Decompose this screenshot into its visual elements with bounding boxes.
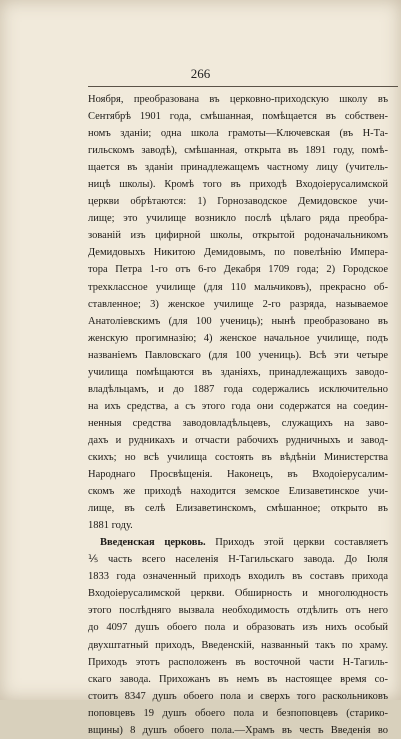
line-text: зованій изъ цифирной школы, открытой родоначальникомъ: [88, 230, 388, 242]
text-line: [88, 483, 388, 500]
text-line: [88, 176, 388, 193]
text-line: [88, 551, 388, 568]
text-line: [88, 534, 388, 551]
text-line: [88, 347, 388, 364]
line-text: названіемъ Павловскаго (для 100 учениць). Всѣ эти четыре: [88, 349, 388, 361]
text-line: [88, 142, 388, 159]
line-text: этого послѣдняго вызвала необходимость отдѣлить отъ него: [88, 605, 388, 617]
text-line: [88, 193, 388, 210]
line-text: Ноября, преобразована въ церковно-приходскую школу въ: [88, 94, 388, 105]
line-text: Входоіерусалимской церкви. Обширность и многолюдность: [88, 588, 388, 600]
line-text: щается въ зданіи принадлежащемъ частному лицу (учитель-: [88, 162, 388, 174]
page-number: 266: [190, 66, 211, 81]
text-line: [88, 398, 388, 415]
text-line: [88, 722, 388, 739]
line-text: 1881 году.: [88, 520, 133, 532]
text-line: [88, 210, 388, 227]
text-line: [88, 261, 388, 278]
line-text: стоитъ 8347 душъ обоего пола и сверхъ того раскольниковъ: [88, 690, 388, 702]
text-line: [88, 517, 388, 534]
line-text: церкви обрѣтаются: 1) Горнозаводское Демидовское учи-: [88, 196, 388, 208]
line-text: лище; это училище возникло послѣ цѣлаго ряда преобра-: [88, 213, 388, 225]
text-line: [88, 296, 388, 313]
text-line: [88, 688, 388, 705]
line-text: скихъ; но всѣ училища состоять въ вѣдѣніи Министерства: [88, 451, 388, 463]
text-line: [88, 500, 388, 517]
text-line: [88, 330, 388, 347]
text-line: [88, 432, 388, 449]
line-text: 1833 года означенный приходъ входилъ въ составъ прихода: [88, 571, 388, 583]
text-line: [88, 637, 388, 654]
line-text: лище, въ селѣ Елизаветинскомъ, смѣшанное; открыто въ: [88, 503, 388, 515]
line-text: вщины) 8 душъ обоего пола.—Храмъ въ честь Введенія во: [88, 724, 388, 736]
text-line: [88, 313, 388, 330]
line-text: Народнаго Просвѣщенія. Наконецъ, въ Входоіерусалим-: [88, 469, 388, 481]
line-text: училища помѣщаются въ зданіяхъ, принадлежащихъ заводо-: [88, 366, 388, 378]
text-line: [88, 619, 388, 636]
text-line: [88, 108, 388, 125]
line-text: женскую прогимназію; 4) женское начальное училище, подъ: [88, 332, 388, 344]
line-text: ⅕ часть всего населенія Н-Тагильскаго завода. До Іюля: [88, 554, 388, 566]
line-text: гильскомъ заводѣ), смѣшанная, открыта въ 1891 году, помѣ-: [88, 145, 388, 157]
line-text: владѣльцамъ, и до 1887 года содержались исключительно: [88, 383, 388, 395]
text-line: [88, 654, 388, 671]
text-line: [88, 602, 388, 619]
text-line: [88, 364, 388, 381]
line-text: ставленное; 3) женское училище 2-го разряда, называемое: [88, 298, 388, 310]
section-heading: Введенская церковь.: [100, 537, 206, 549]
text-line: [88, 671, 388, 688]
text-line: [88, 244, 388, 261]
text-line: [88, 227, 388, 244]
text-line: [88, 279, 388, 296]
text-line: [88, 415, 388, 432]
text-line: [88, 449, 388, 466]
line-text: скомъ же приходѣ находится земское Елизаветинское учи-: [88, 486, 388, 498]
line-text: дахъ и рудникахъ и отчасти рабочихъ рудничныхъ и завод-: [88, 434, 388, 446]
line-text: номъ зданіи; одна школа грамоты—Ключевская (въ Н-Та-: [88, 128, 388, 140]
line-text: Приходъ этой церкви составляетъ: [205, 537, 388, 549]
line-text: двухштатный приходъ, Введенскій, названный такъ по храму.: [88, 639, 388, 651]
line-text: до 4097 душъ обоего пола и образовать изъ нихъ особый: [88, 622, 388, 634]
text-line: [88, 705, 388, 722]
text-line: [88, 159, 388, 176]
line-text: Демидовыхъ Никитою Демидовымъ, по повелѣнію Импера-: [88, 247, 388, 259]
text-line: [88, 568, 388, 585]
line-text: Сентябрѣ 1901 года, смѣшанная, помѣщается въ собствен-: [88, 111, 388, 123]
text-line: [88, 585, 388, 602]
line-text: ненныя средства заводовладѣльцевъ, служащихъ на заво-: [88, 417, 388, 429]
text-line: [88, 466, 388, 483]
text-line: [88, 91, 388, 108]
body-text: [88, 91, 388, 739]
line-text: Приходъ этотъ расположенъ въ восточной части Н-Тагиль-: [88, 656, 388, 668]
line-text: ницѣ школы). Кромѣ того въ приходѣ Входоіерусалимской: [88, 179, 388, 191]
header-rule: [88, 86, 398, 87]
text-line: [88, 381, 388, 398]
line-text: поповцевъ 19 душъ обоего пола и безпоповцевъ (старико-: [88, 707, 388, 719]
text-line: [88, 125, 388, 142]
line-text: тора Петра 1-го отъ 6-го Декабря 1709 года; 2) Городское: [88, 264, 388, 276]
line-text: на ихъ средства, а съ этого года они содержатся на соедин-: [88, 400, 388, 412]
line-text: трехклассное училище (для 110 мальчиковъ), прекрасно об-: [88, 281, 388, 293]
line-text: Анатоліевскимъ (для 100 учениць); нынѣ преобразовано въ: [88, 315, 388, 327]
line-text: скаго завода. Прихожанъ въ немъ въ настоящее время со-: [88, 673, 388, 685]
